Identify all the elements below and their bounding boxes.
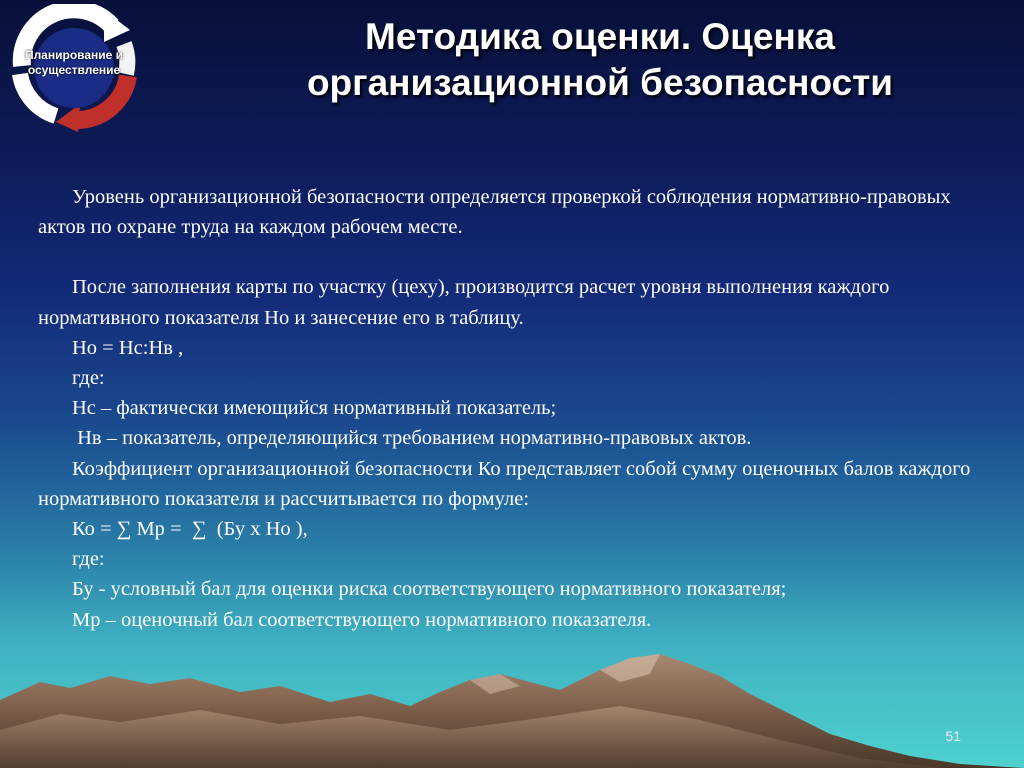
definition-bu: Бу - условный бал для оценки риска соответствующего нормативного показателя; [72,578,787,601]
paragraph-organizational-level: Уровень организационной безопасности определяется проверкой соблюдения нормативно-правовых актов по охране труда на каждом рабочем месте. [38,186,951,239]
spacer [38,242,988,272]
definition-hv: Нв – показатель, определяющийся требованием нормативно-правовых актов. [72,427,752,450]
formula-ko: Ко = ∑ Мр = ∑ (Бу х Но ), [72,518,308,541]
mountains-image [0,630,1024,768]
slide-title: Методика оценки. Оценка организационной безопасности [306,16,894,103]
definition-mr: Мр – оценочный бал соответствующего нормативного показателя. [72,608,652,631]
page-number: 51 [945,728,961,744]
where-label-1: где: [72,367,105,390]
paragraph-coefficient: Коэффициент организационной безопасности Ко представляет собой сумму оценочных балов каждого нормативного показателя и рассчитывается по формуле: [38,457,971,510]
where-label-2: где: [72,548,105,571]
logo [4,4,144,134]
formula-ho: Но = Нс:Нв , [72,336,184,359]
slide-body [38,182,988,635]
paragraph-map-filling: После заполнения карты по участку (цеху), производится расчет уровня выполнения каждого нормативного показателя Но и занесение его в таблицу. [38,276,890,329]
logo-label: Планирование и осуществление [24,48,124,77]
definition-hs: Нс – фактически имеющийся нормативный показатель; [72,397,557,420]
